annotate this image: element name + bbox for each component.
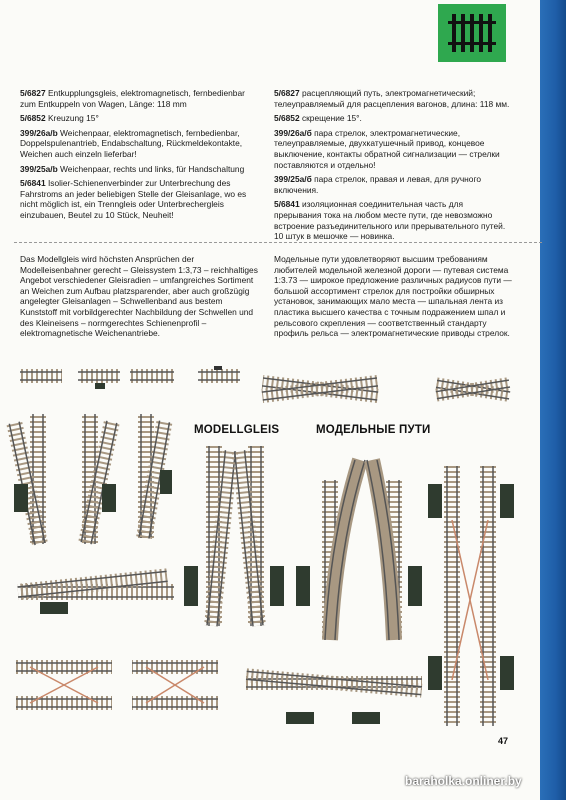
item-ru-3: 399/25а/б пара стрелок, правая и левая, для ручного включения. — [274, 174, 481, 195]
watermark: baraholka.onliner.by — [405, 774, 522, 788]
scissor-crossing — [428, 466, 514, 726]
german-intro: Das Modellgleis wird höchsten Ansprüchen der Modelleisenbahner gerecht – Gleissystem 1:3,73 – reichhaltiges Angebot verschiedener Gleisradien – umfangreiches Sortiment an Weichen zum Aufbau platzsparender, aber auch großzügig angelegter Gleisanlagen – Schwellenband aus bestem Kunststoff mit vorbildgerechter Nachbildung der Schwellen und des Kleineisens – normgerechtes Schienenprofil – elektromagnetische Weichenantriebe. — [20, 254, 258, 339]
blue-side-strip — [540, 0, 566, 800]
item-de-4: 5/6841 Isolier-Schienenverbinder zur Unterbrechung des Fahrstroms an jeder beliebigen Stelle der Gleisanlage, wo es nicht möglich ist, ein Trenngleis oder Unterbrechergleis einzubauen, Beutel zu 10 Stück, Neuheit! — [20, 178, 247, 220]
item-de-0: 5/6827 Entkupplungsgleis, elektromagnetisch, fernbedienbar zum Entkuppeln von Wagen, Länge: 118 mm — [20, 88, 245, 109]
russian-intro: Модельные пути удовлетворяют высшим требованиям любителей модельной железной дороги — путевая система 1:3.73 — широкое предложение различных радиусов пути — большой ассортимент стрелок для постройки обширных установок, занимающих мало места — шпальная лента из пластика высшего качества с точным подражением шпал и рельсового скрепления — соответственный стандарту профиль рельса — электромагнетические приводы стрелок. — [274, 254, 512, 339]
turnout-center-2 — [232, 446, 284, 627]
item-ru-4: 5/6841 изоляционная соединительная часть для прерывания тока на любом месте пути, где невозможно встроение разъединительного или прерывательного путей. 10 штук в мешочке — новинка. — [274, 199, 506, 242]
crossing-15-short — [435, 377, 510, 402]
item-ru-1: 5/6852 скрещение 15°. — [274, 113, 362, 124]
curved-turnout-2 — [367, 460, 422, 640]
double-crossover-bottom — [246, 668, 423, 724]
double-slip-bottom-1 — [16, 660, 112, 710]
item-de-1: 5/6852 Kreuzung 15° — [20, 113, 99, 124]
turnout-center-1 — [184, 446, 238, 627]
item-ru-0: 5/6827 расцепляющий путь, электромагнетический; телеуправляемый для расцепления вагонов, длина: 118 мм. — [274, 88, 510, 109]
page-number: 47 — [498, 736, 509, 746]
turnout-left-3 — [136, 414, 172, 539]
item-ru-2: 399/26а/б пара стрелок, электромагнетические, телеуправляемые, двухкатушечный привод, концевое выключение, контакты обратной сигнализации — стрелки поставляются и отдельно! — [274, 127, 500, 170]
turnout-left-2 — [78, 414, 119, 545]
item-de-2: 399/26a/b Weichenpaar, elektromagnetisch, fernbedienbar, Doppelspulenantrieb, Endabschaltung, Rückmeldekontakte, Weichen auch einzeln lieferbar! — [20, 127, 243, 159]
double-slip-bottom-2 — [132, 660, 218, 710]
crossing-15-long — [261, 375, 378, 403]
uncoupling-track-magnetic — [78, 369, 120, 389]
heading-modellgleis: MODELLGLEIS — [194, 424, 280, 436]
turnout-left-1 — [6, 414, 47, 546]
isolating-track — [198, 366, 240, 383]
heading-modelnye-puti: МОДЕЛЬНЫЕ ПУТИ — [316, 424, 431, 436]
item-de-3: 399/25a/b Weichenpaar, rechts und links, für Handschaltung — [20, 163, 245, 174]
uncoupling-track-short — [20, 369, 62, 383]
horizontal-turnout — [17, 568, 174, 614]
straight-track-short — [130, 369, 174, 383]
curved-turnout-1 — [296, 460, 365, 640]
